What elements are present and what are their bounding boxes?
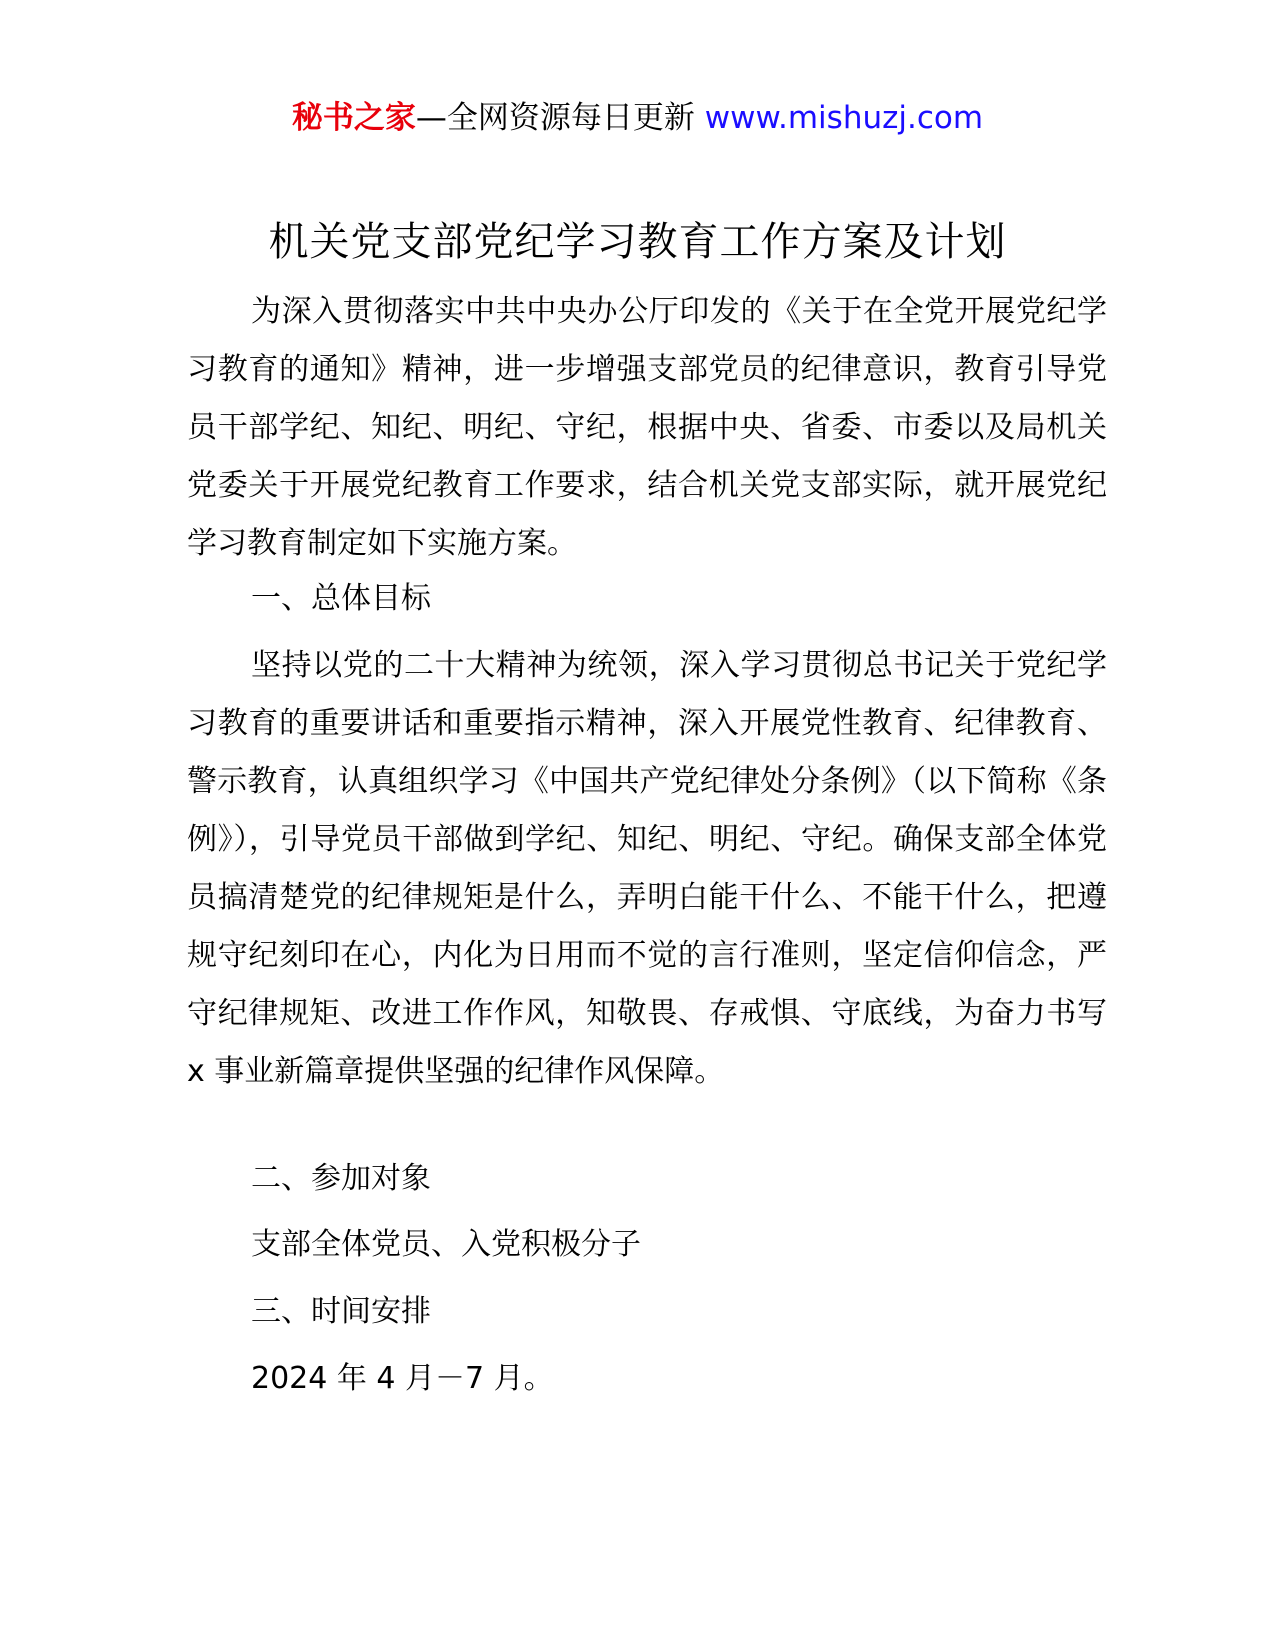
- site-header: [0, 96, 1275, 140]
- section-heading-1: [187, 570, 1107, 628]
- section-heading-2-text: 二、参加对象: [251, 1161, 431, 1196]
- section-content-1: [187, 637, 1107, 1101]
- intro-paragraph: [187, 283, 1107, 573]
- section-content-2-text: 支部全体党员、入党积极分子: [251, 1227, 641, 1262]
- section-content-3: [187, 1350, 1107, 1408]
- section-heading-2: [187, 1150, 1107, 1208]
- intro-paragraph-text: 为深入贯彻落实中共中央办公厅印发的《关于在全党开展党纪学习教育的通知》精神，进一步增强支部党员的纪律意识，教育引导党员干部学纪、知纪、明纪、守纪，根据中央、省委、市委以及局机关党委关于开展党纪教育工作要求，结合机关党支部实际，就开展党纪学习教育制定如下实施方案。: [187, 294, 1107, 561]
- site-url-link[interactable]: www.mishuzj.com: [704, 100, 984, 136]
- section-content-3-text: 2024 年 4 月－7 月。: [251, 1361, 554, 1396]
- section-content-1-text: 坚持以党的二十大精神为统领，深入学习贯彻总书记关于党纪学习教育的重要讲话和重要指示精神，深入开展党性教育、纪律教育、警示教育，认真组织学习《中国共产党纪律处分条例》（以下简称《条例》），引导党员干部做到学纪、知纪、明纪、守纪。确保支部全体党员搞清楚党的纪律规矩是什么，弄明白能干什么、不能干什么，把遵规守纪刻印在心，内化为日用而不觉的言行准则，坚定信仰信念，严守纪律规矩、改进工作作风，知敬畏、存戒惧、守底线，为奋力书写 x 事业新篇章提供坚强的纪律作风保障。: [187, 648, 1107, 1089]
- site-tagline: —全网资源每日更新: [415, 100, 705, 136]
- site-brand: 秘书之家: [291, 100, 416, 136]
- section-heading-3-text: 三、时间安排: [251, 1294, 431, 1329]
- section-heading-3: [187, 1283, 1107, 1341]
- document-title: 机关党支部党纪学习教育工作方案及计划: [268, 219, 1007, 265]
- section-heading-1-text: 一、总体目标: [251, 581, 431, 616]
- section-content-2: [187, 1216, 1107, 1274]
